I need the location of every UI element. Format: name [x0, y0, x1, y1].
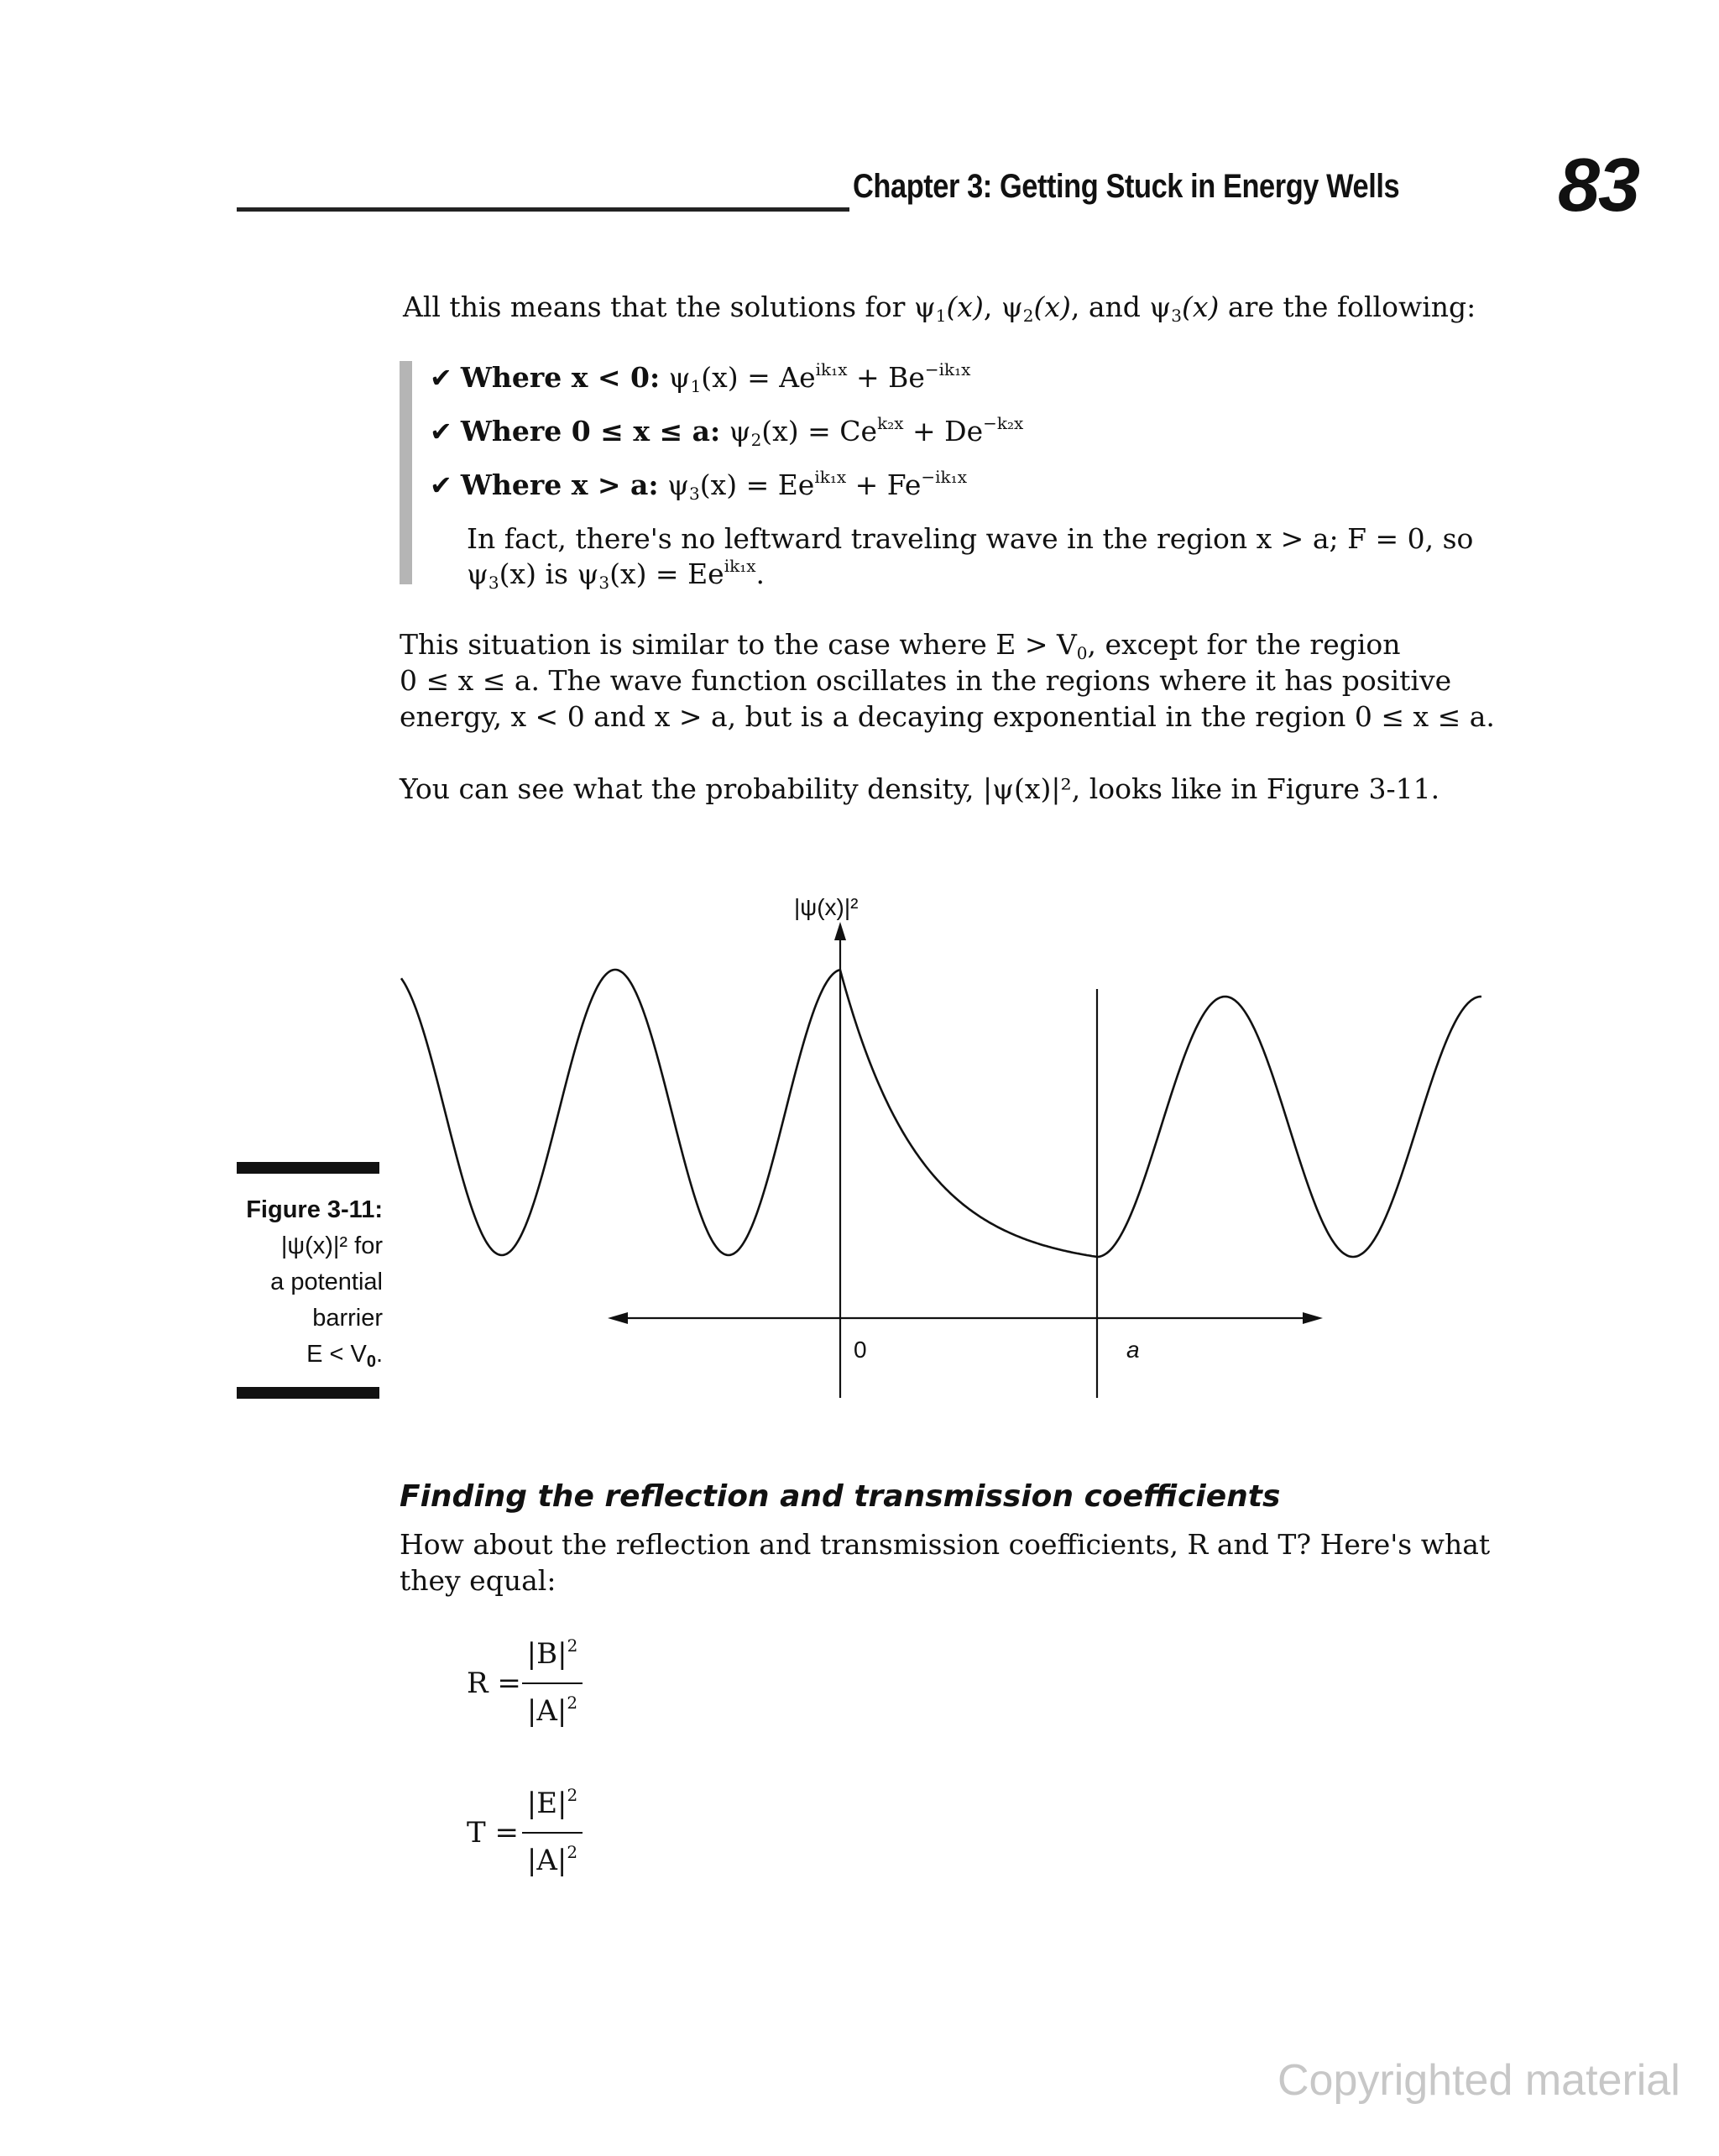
psi-symbol: ψ: [720, 415, 751, 447]
paragraph-text: This situation is similar to the case where E > V: [400, 628, 1077, 661]
subscript: 3: [488, 573, 499, 593]
psi-symbol: ψ: [1149, 290, 1172, 323]
paragraph-text: , except for the region: [1087, 628, 1401, 661]
denominator-text: |A|: [526, 1844, 567, 1877]
caption-text: .: [375, 1341, 383, 1368]
psi-symbol: ψ: [1001, 290, 1023, 323]
x-axis-right-arrowhead: [1303, 1312, 1323, 1324]
a-label: a: [1126, 1337, 1140, 1363]
caption-line: a potential: [270, 1269, 383, 1295]
numerator-text: |B|: [526, 1637, 567, 1671]
argument: (x): [946, 290, 984, 323]
separator: , and: [1070, 290, 1150, 323]
intro-text: All this means that the solutions for: [403, 290, 914, 323]
figure-caption: [227, 1192, 383, 1373]
psi-symbol: ψ: [913, 290, 936, 323]
bullet-condition: Where x > a:: [460, 468, 659, 501]
check-icon: ✔: [430, 416, 452, 447]
denominator-text: |A|: [526, 1694, 567, 1728]
bullet-condition: Where x < 0:: [460, 361, 661, 394]
equation-text: + De: [903, 415, 984, 447]
numerator-text: |E|: [526, 1787, 567, 1820]
subscript: 2: [750, 430, 762, 450]
probability-density-curve: [401, 970, 1481, 1257]
caption-line: [227, 1337, 383, 1373]
y-axis-arrowhead: [834, 922, 846, 940]
bullet-condition: Where 0 ≤ x ≤ a:: [460, 415, 721, 447]
psi-symbol: ψ: [658, 468, 689, 501]
exponent: ik₁x: [724, 556, 756, 576]
exponent: −k₂x: [983, 413, 1024, 433]
equation-text: (x) = Ae: [701, 361, 816, 394]
section-line-1: How about the reflection and transmission coefficients, R and T? Here's what: [400, 1528, 1491, 1561]
t-denominator: [520, 1844, 584, 1877]
subscript: 1: [935, 306, 947, 326]
t-fraction-bar: [522, 1832, 583, 1834]
separator: ,: [983, 290, 1001, 323]
t-equation-label: T =: [467, 1816, 519, 1850]
r-equation-label: R =: [467, 1667, 521, 1700]
x-axis-left-arrowhead: [608, 1312, 628, 1324]
exponent: 2: [567, 1785, 578, 1805]
paragraph-1-line-3: energy, x < 0 and x > a, but is a decaying exponential in the region 0 ≤ x ≤ a.: [400, 700, 1495, 733]
exponent: 2: [567, 1842, 578, 1862]
psi-symbol: ψ: [467, 557, 489, 590]
subscript: 3: [688, 484, 700, 504]
equation-text: (x) = Ee: [699, 468, 815, 501]
equation-text: .: [755, 557, 765, 590]
exponent: 2: [567, 1693, 578, 1713]
t-numerator: [520, 1787, 584, 1820]
subscript: 3: [1171, 306, 1183, 326]
exponent: ik₁x: [814, 467, 847, 487]
equation-text: (x) is ψ: [499, 557, 599, 590]
subscript: 2: [1022, 306, 1034, 326]
exponent: ik₁x: [815, 359, 848, 379]
caption-line: barrier: [312, 1305, 383, 1332]
intro-text: are the following:: [1219, 290, 1476, 323]
equation-text: + Be: [847, 361, 925, 394]
r-denominator: [520, 1694, 584, 1728]
subscript: 0: [366, 1353, 376, 1371]
exponent: −ik₁x: [921, 467, 967, 487]
argument: (x): [1033, 290, 1071, 323]
copyright-watermark: Copyrighted material: [1277, 2056, 1680, 2105]
subscript: 0: [1076, 643, 1088, 663]
paragraph-1-line-2: 0 ≤ x ≤ a. The wave function oscillates in the regions where it has positive: [400, 664, 1452, 697]
paragraph-2: You can see what the probability density, |ψ(x)|², looks like in Figure 3-11.: [400, 772, 1440, 805]
section-heading: Finding the reflection and transmission coefficients: [400, 1479, 1281, 1514]
caption-top-rule: [237, 1162, 379, 1174]
y-axis-label: |ψ(x)|²: [794, 894, 859, 920]
exponent: −ik₁x: [924, 359, 971, 379]
section-line-2: they equal:: [400, 1564, 556, 1597]
exponent: 2: [567, 1635, 578, 1656]
caption-title: Figure 3-11:: [246, 1196, 383, 1223]
equation-text: + Fe: [846, 468, 922, 501]
chapter-title: Chapter 3: Getting Stuck in Energy Wells: [853, 168, 1400, 205]
exponent: k₂x: [877, 413, 904, 433]
argument: (x): [1182, 290, 1220, 323]
equation-text: (x) = Ce: [761, 415, 878, 447]
check-icon: ✔: [430, 362, 452, 394]
r-fraction-bar: [522, 1682, 583, 1684]
page-number: 83: [1558, 144, 1639, 228]
check-icon: ✔: [430, 469, 452, 501]
psi-symbol: ψ: [660, 361, 691, 394]
subscript: 1: [690, 376, 702, 396]
caption-line: |ψ(x)|² for: [280, 1232, 383, 1259]
r-numerator: [520, 1637, 584, 1671]
origin-label: 0: [854, 1337, 867, 1363]
bullet-note-line1: In fact, there's no leftward traveling wave in the region x > a; F = 0, so: [467, 522, 1474, 555]
caption-text: E < V: [306, 1341, 367, 1368]
caption-bottom-rule: [237, 1387, 379, 1399]
subscript: 3: [598, 573, 610, 593]
equation-text: (x) = Ee: [609, 557, 724, 590]
